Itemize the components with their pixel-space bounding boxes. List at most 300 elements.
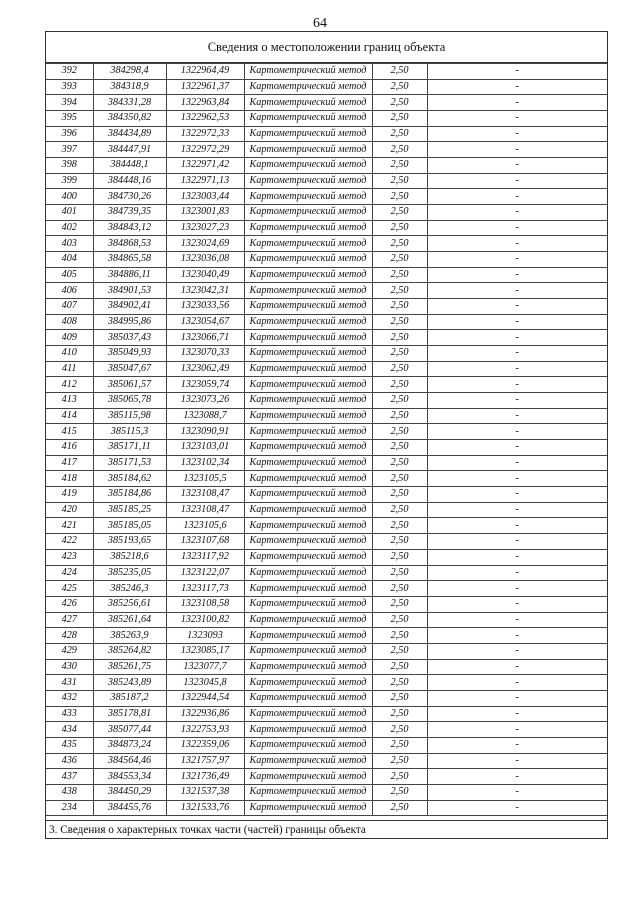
method-cell: Картометрический метод [244, 111, 372, 127]
description-cell: - [427, 346, 607, 362]
description-cell: - [427, 283, 607, 299]
x-coordinate-cell: 384886,11 [93, 267, 166, 283]
accuracy-cell: 2,50 [372, 753, 427, 769]
x-coordinate-cell: 384447,91 [93, 142, 166, 158]
point-number-cell: 393 [46, 79, 93, 95]
table-row [46, 534, 607, 550]
point-number-cell: 398 [46, 158, 93, 174]
y-coordinate-cell: 1321736,49 [166, 769, 244, 785]
y-coordinate-cell: 1322972,33 [166, 126, 244, 142]
table-row [46, 471, 607, 487]
point-number-cell: 395 [46, 111, 93, 127]
method-cell: Картометрический метод [244, 518, 372, 534]
y-coordinate-cell: 1322359,06 [166, 737, 244, 753]
table-row [46, 722, 607, 738]
x-coordinate-cell: 384448,16 [93, 173, 166, 189]
point-number-cell: 437 [46, 769, 93, 785]
y-coordinate-cell: 1323077,7 [166, 659, 244, 675]
description-cell: - [427, 377, 607, 393]
description-cell: - [427, 440, 607, 456]
y-coordinate-cell: 1323088,7 [166, 408, 244, 424]
x-coordinate-cell: 385077,44 [93, 722, 166, 738]
description-cell: - [427, 706, 607, 722]
method-cell: Картометрический метод [244, 361, 372, 377]
method-cell: Картометрический метод [244, 142, 372, 158]
accuracy-cell: 2,50 [372, 581, 427, 597]
y-coordinate-cell: 1322971,42 [166, 158, 244, 174]
y-coordinate-cell: 1321537,38 [166, 784, 244, 800]
description-cell: - [427, 518, 607, 534]
accuracy-cell: 2,50 [372, 142, 427, 158]
table-row [46, 408, 607, 424]
description-cell: - [427, 800, 607, 816]
description-cell: - [427, 722, 607, 738]
accuracy-cell: 2,50 [372, 158, 427, 174]
accuracy-cell: 2,50 [372, 252, 427, 268]
point-number-cell: 400 [46, 189, 93, 205]
x-coordinate-cell: 385235,05 [93, 565, 166, 581]
method-cell: Картометрический метод [244, 205, 372, 221]
accuracy-cell: 2,50 [372, 722, 427, 738]
table-row [46, 95, 607, 111]
x-coordinate-cell: 384350,82 [93, 111, 166, 127]
point-number-cell: 429 [46, 643, 93, 659]
description-cell: - [427, 267, 607, 283]
table-row [46, 659, 607, 675]
accuracy-cell: 2,50 [372, 173, 427, 189]
y-coordinate-cell: 1323103,01 [166, 440, 244, 456]
point-number-cell: 419 [46, 487, 93, 503]
point-number-cell: 432 [46, 690, 93, 706]
table-row [46, 424, 607, 440]
description-cell: - [427, 299, 607, 315]
method-cell: Картометрический метод [244, 346, 372, 362]
method-cell: Картометрический метод [244, 784, 372, 800]
accuracy-cell: 2,50 [372, 330, 427, 346]
table-row [46, 675, 607, 691]
method-cell: Картометрический метод [244, 158, 372, 174]
description-cell: - [427, 612, 607, 628]
table-row [46, 800, 607, 816]
accuracy-cell: 2,50 [372, 455, 427, 471]
y-coordinate-cell: 1323108,47 [166, 502, 244, 518]
point-number-cell: 410 [46, 346, 93, 362]
y-coordinate-cell: 1323040,49 [166, 267, 244, 283]
table-row [46, 173, 607, 189]
x-coordinate-cell: 384739,35 [93, 205, 166, 221]
method-cell: Картометрический метод [244, 471, 372, 487]
table-row [46, 189, 607, 205]
description-cell: - [427, 236, 607, 252]
y-coordinate-cell: 1323036,08 [166, 252, 244, 268]
description-cell: - [427, 581, 607, 597]
x-coordinate-cell: 384868,53 [93, 236, 166, 252]
y-coordinate-cell: 1323122,07 [166, 565, 244, 581]
table-row [46, 706, 607, 722]
y-coordinate-cell: 1323066,71 [166, 330, 244, 346]
method-cell: Картометрический метод [244, 487, 372, 503]
accuracy-cell: 2,50 [372, 659, 427, 675]
y-coordinate-cell: 1323054,67 [166, 314, 244, 330]
accuracy-cell: 2,50 [372, 612, 427, 628]
y-coordinate-cell: 1323042,31 [166, 283, 244, 299]
y-coordinate-cell: 1323117,73 [166, 581, 244, 597]
method-cell: Картометрический метод [244, 424, 372, 440]
x-coordinate-cell: 384865,58 [93, 252, 166, 268]
x-coordinate-cell: 384331,28 [93, 95, 166, 111]
y-coordinate-cell: 1323117,92 [166, 549, 244, 565]
method-cell: Картометрический метод [244, 628, 372, 644]
x-coordinate-cell: 385185,25 [93, 502, 166, 518]
point-number-cell: 420 [46, 502, 93, 518]
method-cell: Картометрический метод [244, 581, 372, 597]
table-row [46, 361, 607, 377]
description-cell: - [427, 784, 607, 800]
method-cell: Картометрический метод [244, 173, 372, 189]
x-coordinate-cell: 385049,93 [93, 346, 166, 362]
description-cell: - [427, 64, 607, 80]
accuracy-cell: 2,50 [372, 236, 427, 252]
method-cell: Картометрический метод [244, 252, 372, 268]
method-cell: Картометрический метод [244, 737, 372, 753]
point-number-cell: 394 [46, 95, 93, 111]
y-coordinate-cell: 1323070,33 [166, 346, 244, 362]
point-number-cell: 422 [46, 534, 93, 550]
accuracy-cell: 2,50 [372, 628, 427, 644]
x-coordinate-cell: 385115,98 [93, 408, 166, 424]
point-number-cell: 415 [46, 424, 93, 440]
table-row [46, 252, 607, 268]
table-row [46, 314, 607, 330]
point-number-cell: 392 [46, 64, 93, 80]
method-cell: Картометрический метод [244, 706, 372, 722]
accuracy-cell: 2,50 [372, 549, 427, 565]
description-cell: - [427, 111, 607, 127]
description-cell: - [427, 205, 607, 221]
accuracy-cell: 2,50 [372, 95, 427, 111]
method-cell: Картометрический метод [244, 675, 372, 691]
accuracy-cell: 2,50 [372, 675, 427, 691]
description-cell: - [427, 737, 607, 753]
point-number-cell: 425 [46, 581, 93, 597]
x-coordinate-cell: 384450,29 [93, 784, 166, 800]
x-coordinate-cell: 385184,86 [93, 487, 166, 503]
accuracy-cell: 2,50 [372, 424, 427, 440]
x-coordinate-cell: 385243,89 [93, 675, 166, 691]
accuracy-cell: 2,50 [372, 205, 427, 221]
point-number-cell: 396 [46, 126, 93, 142]
x-coordinate-cell: 384434,89 [93, 126, 166, 142]
accuracy-cell: 2,50 [372, 393, 427, 409]
method-cell: Картометрический метод [244, 64, 372, 80]
y-coordinate-cell: 1323108,58 [166, 596, 244, 612]
accuracy-cell: 2,50 [372, 346, 427, 362]
method-cell: Картометрический метод [244, 769, 372, 785]
y-coordinate-cell: 1323105,5 [166, 471, 244, 487]
x-coordinate-cell: 384901,53 [93, 283, 166, 299]
method-cell: Картометрический метод [244, 126, 372, 142]
y-coordinate-cell: 1323059,74 [166, 377, 244, 393]
method-cell: Картометрический метод [244, 455, 372, 471]
point-number-cell: 426 [46, 596, 93, 612]
description-cell: - [427, 565, 607, 581]
x-coordinate-cell: 385218,6 [93, 549, 166, 565]
description-cell: - [427, 424, 607, 440]
point-number-cell: 402 [46, 220, 93, 236]
x-coordinate-cell: 385047,67 [93, 361, 166, 377]
description-cell: - [427, 393, 607, 409]
table-row [46, 267, 607, 283]
table-row [46, 596, 607, 612]
table-row [46, 753, 607, 769]
description-cell: - [427, 79, 607, 95]
accuracy-cell: 2,50 [372, 784, 427, 800]
method-cell: Картометрический метод [244, 549, 372, 565]
point-number-cell: 412 [46, 377, 93, 393]
method-cell: Картометрический метод [244, 753, 372, 769]
table-row [46, 455, 607, 471]
method-cell: Картометрический метод [244, 722, 372, 738]
table-row [46, 330, 607, 346]
x-coordinate-cell: 384902,41 [93, 299, 166, 315]
accuracy-cell: 2,50 [372, 126, 427, 142]
y-coordinate-cell: 1322962,53 [166, 111, 244, 127]
method-cell: Картометрический метод [244, 189, 372, 205]
description-cell: - [427, 471, 607, 487]
accuracy-cell: 2,50 [372, 737, 427, 753]
x-coordinate-cell: 385171,53 [93, 455, 166, 471]
x-coordinate-cell: 384995,86 [93, 314, 166, 330]
coordinates-table-body [46, 64, 607, 816]
description-cell: - [427, 549, 607, 565]
y-coordinate-cell: 1322963,84 [166, 95, 244, 111]
accuracy-cell: 2,50 [372, 565, 427, 581]
point-number-cell: 427 [46, 612, 93, 628]
description-cell: - [427, 158, 607, 174]
x-coordinate-cell: 385061,57 [93, 377, 166, 393]
point-number-cell: 416 [46, 440, 93, 456]
x-coordinate-cell: 384873,24 [93, 737, 166, 753]
point-number-cell: 424 [46, 565, 93, 581]
table-row [46, 518, 607, 534]
accuracy-cell: 2,50 [372, 361, 427, 377]
x-coordinate-cell: 385171,11 [93, 440, 166, 456]
table-row [46, 487, 607, 503]
method-cell: Картометрический метод [244, 596, 372, 612]
method-cell: Картометрический метод [244, 659, 372, 675]
section-title: Сведения о местоположении границ объекта [46, 32, 607, 63]
point-number-cell: 423 [46, 549, 93, 565]
point-number-cell: 407 [46, 299, 93, 315]
x-coordinate-cell: 385185,05 [93, 518, 166, 534]
accuracy-cell: 2,50 [372, 518, 427, 534]
method-cell: Картометрический метод [244, 408, 372, 424]
x-coordinate-cell: 384318,9 [93, 79, 166, 95]
point-number-cell: 418 [46, 471, 93, 487]
y-coordinate-cell: 1322964,49 [166, 64, 244, 80]
point-number-cell: 414 [46, 408, 93, 424]
description-cell: - [427, 502, 607, 518]
x-coordinate-cell: 385193,65 [93, 534, 166, 550]
accuracy-cell: 2,50 [372, 596, 427, 612]
description-cell: - [427, 643, 607, 659]
point-number-cell: 401 [46, 205, 93, 221]
table-row [46, 126, 607, 142]
method-cell: Картометрический метод [244, 800, 372, 816]
y-coordinate-cell: 1322971,13 [166, 173, 244, 189]
point-number-cell: 435 [46, 737, 93, 753]
y-coordinate-cell: 1322972,29 [166, 142, 244, 158]
description-cell: - [427, 314, 607, 330]
y-coordinate-cell: 1323001,83 [166, 205, 244, 221]
method-cell: Картометрический метод [244, 377, 372, 393]
method-cell: Картометрический метод [244, 220, 372, 236]
x-coordinate-cell: 385037,43 [93, 330, 166, 346]
document-frame [45, 31, 608, 839]
description-cell: - [427, 220, 607, 236]
x-coordinate-cell: 385246,3 [93, 581, 166, 597]
table-row [46, 612, 607, 628]
accuracy-cell: 2,50 [372, 471, 427, 487]
point-number-cell: 234 [46, 800, 93, 816]
y-coordinate-cell: 1323100,82 [166, 612, 244, 628]
method-cell: Картометрический метод [244, 565, 372, 581]
accuracy-cell: 2,50 [372, 800, 427, 816]
y-coordinate-cell: 1323107,68 [166, 534, 244, 550]
point-number-cell: 434 [46, 722, 93, 738]
y-coordinate-cell: 1321533,76 [166, 800, 244, 816]
accuracy-cell: 2,50 [372, 487, 427, 503]
method-cell: Картометрический метод [244, 236, 372, 252]
section-3-heading: 3. Сведения о характерных точках части (частей) границы объекта [46, 820, 607, 838]
point-number-cell: 404 [46, 252, 93, 268]
point-number-cell: 397 [46, 142, 93, 158]
point-number-cell: 436 [46, 753, 93, 769]
method-cell: Картометрический метод [244, 440, 372, 456]
table-row [46, 784, 607, 800]
x-coordinate-cell: 385261,75 [93, 659, 166, 675]
coordinates-table [46, 63, 607, 816]
method-cell: Картометрический метод [244, 534, 372, 550]
x-coordinate-cell: 384730,26 [93, 189, 166, 205]
table-row [46, 440, 607, 456]
description-cell: - [427, 628, 607, 644]
page-number: 64 [313, 16, 327, 31]
description-cell: - [427, 173, 607, 189]
table-row [46, 502, 607, 518]
y-coordinate-cell: 1323027,23 [166, 220, 244, 236]
x-coordinate-cell: 384298,4 [93, 64, 166, 80]
point-number-cell: 417 [46, 455, 93, 471]
y-coordinate-cell: 1322944,54 [166, 690, 244, 706]
y-coordinate-cell: 1322936,86 [166, 706, 244, 722]
x-coordinate-cell: 384455,76 [93, 800, 166, 816]
description-cell: - [427, 675, 607, 691]
table-row [46, 236, 607, 252]
method-cell: Картометрический метод [244, 314, 372, 330]
accuracy-cell: 2,50 [372, 283, 427, 299]
y-coordinate-cell: 1323093 [166, 628, 244, 644]
table-row [46, 79, 607, 95]
description-cell: - [427, 690, 607, 706]
accuracy-cell: 2,50 [372, 79, 427, 95]
method-cell: Картометрический метод [244, 612, 372, 628]
table-row [46, 643, 607, 659]
x-coordinate-cell: 385263,9 [93, 628, 166, 644]
accuracy-cell: 2,50 [372, 314, 427, 330]
table-row [46, 690, 607, 706]
y-coordinate-cell: 1323102,34 [166, 455, 244, 471]
point-number-cell: 413 [46, 393, 93, 409]
x-coordinate-cell: 384553,34 [93, 769, 166, 785]
description-cell: - [427, 534, 607, 550]
y-coordinate-cell: 1323024,69 [166, 236, 244, 252]
method-cell: Картометрический метод [244, 690, 372, 706]
method-cell: Картометрический метод [244, 95, 372, 111]
table-row [46, 377, 607, 393]
accuracy-cell: 2,50 [372, 502, 427, 518]
point-number-cell: 430 [46, 659, 93, 675]
description-cell: - [427, 455, 607, 471]
accuracy-cell: 2,50 [372, 299, 427, 315]
description-cell: - [427, 659, 607, 675]
point-number-cell: 405 [46, 267, 93, 283]
x-coordinate-cell: 385115,3 [93, 424, 166, 440]
y-coordinate-cell: 1323033,56 [166, 299, 244, 315]
y-coordinate-cell: 1322961,37 [166, 79, 244, 95]
table-row [46, 628, 607, 644]
y-coordinate-cell: 1321757,97 [166, 753, 244, 769]
accuracy-cell: 2,50 [372, 220, 427, 236]
y-coordinate-cell: 1323073,26 [166, 393, 244, 409]
description-cell: - [427, 769, 607, 785]
method-cell: Картометрический метод [244, 79, 372, 95]
y-coordinate-cell: 1323003,44 [166, 189, 244, 205]
table-row [46, 299, 607, 315]
method-cell: Картометрический метод [244, 330, 372, 346]
description-cell: - [427, 487, 607, 503]
table-row [46, 205, 607, 221]
point-number-cell: 438 [46, 784, 93, 800]
x-coordinate-cell: 385261,64 [93, 612, 166, 628]
description-cell: - [427, 753, 607, 769]
y-coordinate-cell: 1323085,17 [166, 643, 244, 659]
accuracy-cell: 2,50 [372, 534, 427, 550]
table-row [46, 565, 607, 581]
x-coordinate-cell: 385184,62 [93, 471, 166, 487]
table-row [46, 220, 607, 236]
table-row [46, 393, 607, 409]
y-coordinate-cell: 1323090,91 [166, 424, 244, 440]
method-cell: Картометрический метод [244, 283, 372, 299]
description-cell: - [427, 189, 607, 205]
description-cell: - [427, 95, 607, 111]
accuracy-cell: 2,50 [372, 64, 427, 80]
x-coordinate-cell: 385256,61 [93, 596, 166, 612]
table-row [46, 142, 607, 158]
accuracy-cell: 2,50 [372, 111, 427, 127]
x-coordinate-cell: 385187,2 [93, 690, 166, 706]
x-coordinate-cell: 385178,81 [93, 706, 166, 722]
accuracy-cell: 2,50 [372, 643, 427, 659]
point-number-cell: 433 [46, 706, 93, 722]
x-coordinate-cell: 384564,46 [93, 753, 166, 769]
accuracy-cell: 2,50 [372, 769, 427, 785]
method-cell: Картометрический метод [244, 502, 372, 518]
y-coordinate-cell: 1323108,47 [166, 487, 244, 503]
y-coordinate-cell: 1322753,93 [166, 722, 244, 738]
description-cell: - [427, 252, 607, 268]
